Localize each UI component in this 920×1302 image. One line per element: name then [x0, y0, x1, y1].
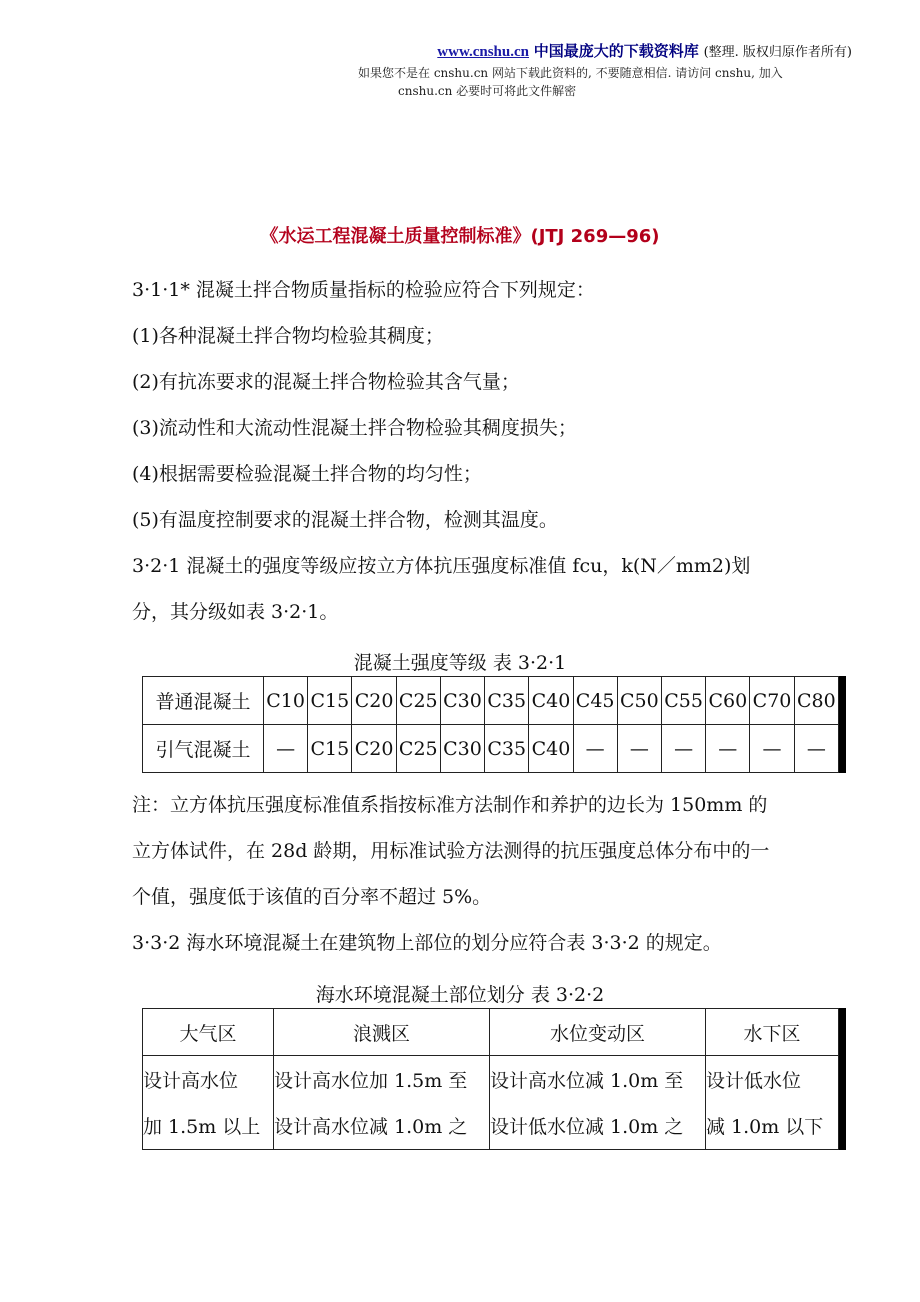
table-cell: C20	[352, 725, 396, 773]
clause-3-1-1: 3·1·1* 混凝土拌合物质量指标的检验应符合下列规定：	[132, 279, 595, 301]
clause-3-3-2: 3·3·2 海水环境混凝土在建筑物上部位的划分应符合表 3·3·2 的规定。	[132, 932, 722, 954]
site-link[interactable]: www.cnshu.cn	[437, 44, 529, 60]
library-text: 中国最庞大的下载资料库	[533, 42, 699, 60]
table1-caption: 混凝土强度等级 表 3·2·1	[353, 652, 567, 674]
table-cell: C10	[264, 677, 308, 725]
table-cell: —	[264, 725, 308, 773]
table-cell: C30	[440, 677, 484, 725]
table-edge	[839, 725, 843, 773]
table-cell: C25	[396, 725, 440, 773]
table-cell: 设计高水位减 1.0m 之	[274, 1103, 490, 1150]
list-item: (1)各种混凝土拌合物均检验其稠度；	[132, 325, 444, 347]
list-item: (3)流动性和大流动性混凝土拌合物检验其稠度损失；	[132, 417, 577, 439]
table-cell: C15	[308, 677, 352, 725]
table-cell: C80	[794, 677, 838, 725]
table-cell: 减 1.0m 以下	[706, 1103, 839, 1150]
table-cell: 设计低水位减 1.0m 之	[490, 1103, 706, 1150]
note-line-2: 立方体试件，在 28d 龄期，用标准试验方法测得的抗压强度总体分布中的一	[132, 840, 770, 862]
note-line-1: 注：立方体抗压强度标准值系指按标准方法制作和养护的边长为 150mm 的	[132, 794, 768, 816]
table-cell: C15	[308, 725, 352, 773]
table-cell: C40	[529, 725, 573, 773]
table-header-cell: 水下区	[706, 1009, 839, 1056]
table-row	[143, 1009, 843, 1056]
table-header-cell: 大气区	[143, 1009, 274, 1056]
table-cell: C20	[352, 677, 396, 725]
table-cell: —	[661, 725, 705, 773]
table-cell: —	[750, 725, 794, 773]
table-cell: C55	[661, 677, 705, 725]
notice-line-2: cnshu.cn 必要时可将此文件解密	[398, 84, 577, 98]
table-cell: 加 1.5m 以上	[143, 1103, 274, 1150]
table-edge	[839, 1009, 843, 1056]
header-line	[0, 40, 920, 61]
table-row	[143, 725, 843, 773]
table-edge	[839, 1103, 843, 1150]
notice-line-1: 如果您不是在 cnshu.cn 网站下载此资料的, 不要随意相信. 请访问 cnshu, 加入	[358, 66, 783, 80]
table-row	[143, 1103, 843, 1150]
list-item: (4)根据需要检验混凝土拌合物的均匀性；	[132, 463, 482, 485]
table-row	[143, 1056, 843, 1103]
note-line-3: 个值，强度低于该值的百分率不超过 5%。	[132, 886, 492, 908]
table-cell: C40	[529, 677, 573, 725]
table-cell: —	[617, 725, 661, 773]
rights-note: (整理. 版权归原作者所有)	[703, 45, 852, 60]
table-header-cell: 水位变动区	[490, 1009, 706, 1056]
table-edge	[839, 677, 843, 725]
table-cell: 普通混凝土	[143, 677, 264, 725]
clause-3-2-1-line-1: 3·2·1 混凝土的强度等级应按立方体抗压强度标准值 fcu，k(N／mm2)划	[132, 555, 751, 577]
table-cell: C35	[485, 677, 529, 725]
seawater-zone-table	[142, 1008, 846, 1150]
table-cell: 设计低水位	[706, 1056, 839, 1103]
table-cell: 设计高水位	[143, 1056, 274, 1103]
table-cell: 设计高水位加 1.5m 至	[274, 1056, 490, 1103]
table-cell: C45	[573, 677, 617, 725]
table-cell: —	[706, 725, 750, 773]
table-cell: C35	[485, 725, 529, 773]
table-cell: C70	[750, 677, 794, 725]
table-cell: 设计高水位减 1.0m 至	[490, 1056, 706, 1103]
list-item: (5)有温度控制要求的混凝土拌合物，检测其温度。	[132, 509, 558, 531]
table-cell: C50	[617, 677, 661, 725]
document-title: 《水运工程混凝土质量控制标准》(JTJ 269—96)	[260, 226, 660, 247]
table-header-cell: 浪溅区	[274, 1009, 490, 1056]
strength-grade-table	[142, 676, 846, 773]
table-edge	[839, 1056, 843, 1103]
table-cell: 引气混凝土	[143, 725, 264, 773]
table2-caption: 海水环境混凝土部位划分 表 3·2·2	[315, 984, 605, 1006]
table-row	[143, 677, 843, 725]
table-cell: —	[794, 725, 838, 773]
list-item: (2)有抗冻要求的混凝土拌合物检验其含气量；	[132, 371, 520, 393]
table-cell: C25	[396, 677, 440, 725]
clause-3-2-1-line-2: 分，其分级如表 3·2·1。	[132, 601, 339, 623]
table-cell: C60	[706, 677, 750, 725]
table-cell: C30	[440, 725, 484, 773]
table-cell: —	[573, 725, 617, 773]
